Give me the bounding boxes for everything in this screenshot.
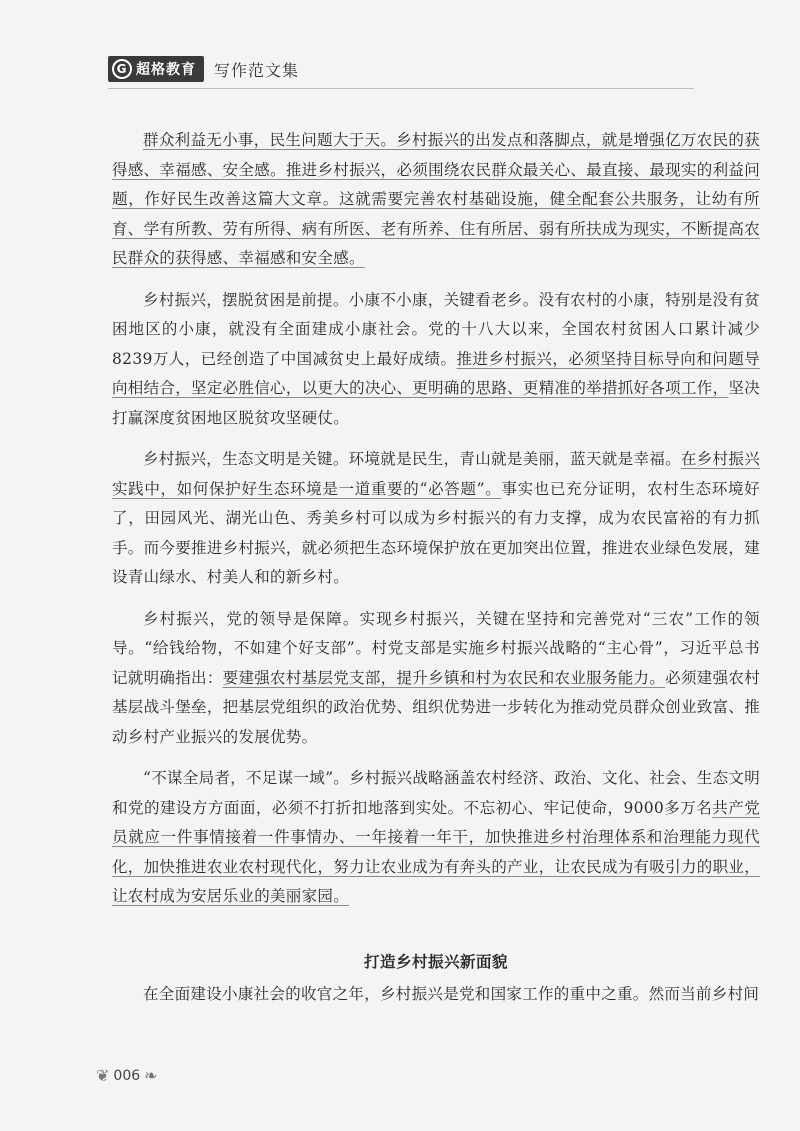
brand-name: 超格教育 bbox=[136, 62, 196, 78]
paragraph-4-text-b: 必须建强农村基层战斗堡垒，把基层党组织的政治优势、组织优势进一步转化为推动党员群众创业致富、推动乡村产业振兴的发展优势。 bbox=[112, 668, 760, 746]
paragraph-2-highlight: 推进乡村振兴，必须坚持目标导向和问题导向相结合，坚定必胜信心，以更大的决心、更明确的思路、更精准的举措抓好各项工作， bbox=[112, 349, 760, 397]
page-header bbox=[108, 56, 299, 82]
paragraph-3-text-a: 乡村振兴，生态文明是关键。环境就是民生，青山就是美丽，蓝天就是幸福。 bbox=[143, 450, 681, 468]
section-heading: 打造乡村振兴新面貌 bbox=[363, 951, 508, 971]
paragraph-5 bbox=[112, 764, 760, 912]
paragraph-3 bbox=[112, 445, 760, 593]
collection-title: 写作范文集 bbox=[214, 60, 300, 80]
footer-ornament-left-icon: ❦ bbox=[96, 1066, 110, 1085]
paragraph-3-text-b: 事实也已充分证明，农村生态环境好了，田园风光、湖光山色、秀美乡村可以成为乡村振兴的有力支撑，成为农民富裕的有力抓手。而今要推进乡村振兴，就必须把生态环境保护放在更加突出位置，推进农业绿色发展，建设青山绿水、村美人和的新乡村。 bbox=[112, 479, 760, 586]
paragraph-4-highlight: 要建强农村基层党支部，提升乡镇和村为农民和农业服务能力。 bbox=[222, 668, 666, 687]
paragraph-2-text-b: 坚决打赢深度贫困地区脱贫攻坚硬仗。 bbox=[112, 379, 760, 427]
footer-ornament-right-icon: ❧ bbox=[144, 1066, 158, 1085]
page-number: 006 bbox=[113, 1067, 141, 1084]
page-footer bbox=[96, 1066, 158, 1085]
paragraph-3-highlight: 在乡村振兴实践中，如何保护好生态环境是一道重要的“必答题”。 bbox=[112, 450, 760, 498]
paragraph-1-highlight: 群众利益无小事，民生问题大于天。乡村振兴的出发点和落脚点，就是增强亿万农民的获得感、幸福感、安全感。推进乡村振兴，必须围绕农民群众最关心、最直接、最现实的利益问题，作好民生改善这篇大文章。这就需要完善农村基础设施，健全配套公共服务，让幼有所育、学有所教、劳有所得、病有所医、老有所养、住有所居、弱有所扶成为现实，不断提高农民群众的获得感、幸福感和安全感。 bbox=[112, 131, 760, 267]
paragraph-1 bbox=[112, 126, 760, 274]
paragraph-2 bbox=[112, 286, 760, 434]
paragraph-4 bbox=[112, 605, 760, 753]
paragraph-2-text-a: 乡村振兴，摆脱贫困是前提。小康不小康，关键看老乡。没有农村的小康，特别是没有贫困地区的小康，就没有全面建成小康社会。党的十八大以来，全国农村贫困人口累计减少8239万人，已经创造了中国减贫史上最好成绩。 bbox=[112, 290, 760, 368]
article-body bbox=[112, 126, 760, 1021]
paragraph-4-text-a: 乡村振兴，党的领导是保障。实现乡村振兴，关键在坚持和完善党对“三农”工作的领导。“给钱给物，不如建个好支部”。村党支部是实施乡村振兴战略的“主心骨”，习近平总书记就明确指出： bbox=[112, 609, 760, 687]
paragraph-5-text-a: “不谋全局者，不足谋一域”。乡村振兴战略涵盖农村经济、政治、文化、社会、生态文明和党的建设方方面面，必须不打折扣地落到实处。不忘初心、牢记使命，9000多万名 bbox=[112, 769, 760, 817]
brand-logo-icon: G bbox=[112, 59, 132, 79]
header-divider bbox=[108, 88, 694, 89]
paragraph-5-highlight: 共产党员就应一件事情接着一件事情办、一年接着一年干，加快推进乡村治理体系和治理能力现代化，加快推进农业农村现代化，努力让农业成为有奔头的产业，让农民成为有吸引力的职业，让农村成为安居乐业的美丽家园。 bbox=[112, 798, 761, 905]
brand-badge bbox=[108, 56, 204, 82]
section-intro-paragraph: 在全面建设小康社会的收官之年，乡村振兴是党和国家工作的重中之重。然而当前乡村间 bbox=[143, 984, 760, 1003]
